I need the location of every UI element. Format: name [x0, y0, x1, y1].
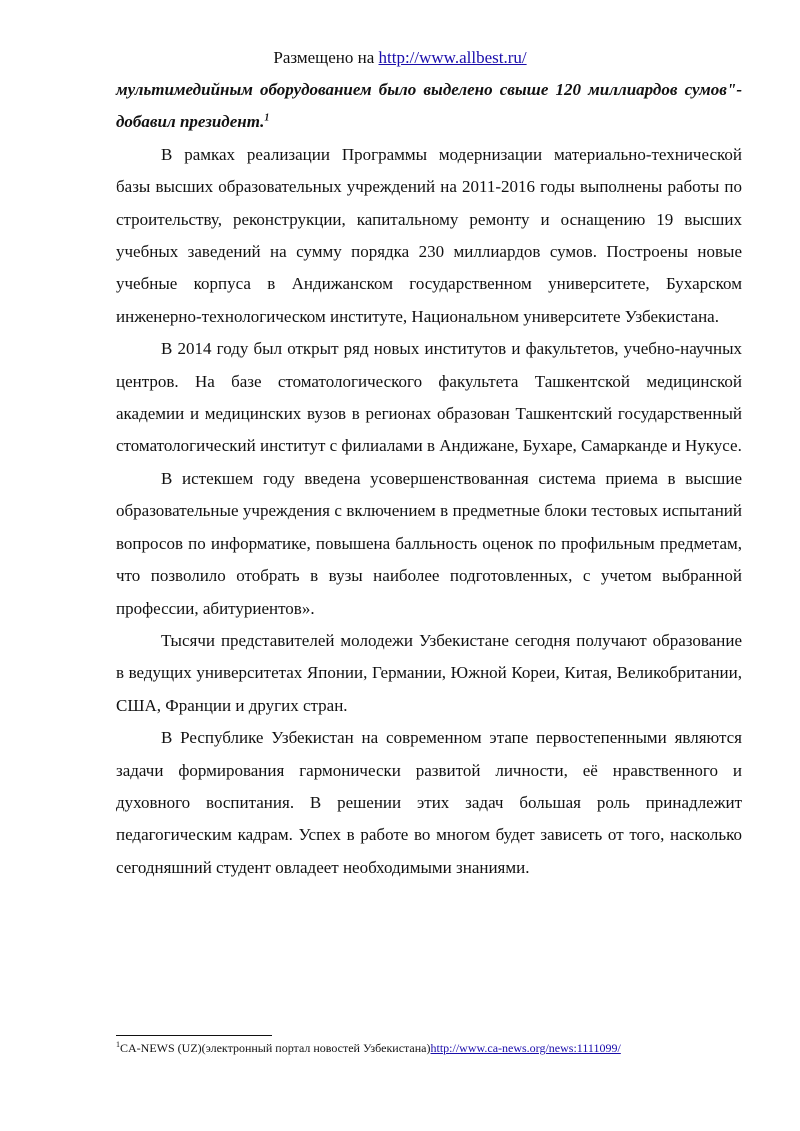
header-prefix: Размещено на — [273, 48, 379, 67]
paragraph-study-abroad: Тысячи представителей молодежи Узбекистане сегодня получают образование в ведущих университетах Японии, Германии, Южной Кореи, Китая, Великобритании, США, Франции и других стран. — [116, 630, 742, 715]
footnote-text: CA-NEWS (UZ)(электронный портал новостей Узбекистана) — [120, 1041, 431, 1055]
lead-quote — [116, 74, 742, 139]
ca-news-link[interactable]: http://www.ca-news.org/news:1111099/ — [430, 1041, 621, 1055]
lead-line-1: мультимедийным оборудованием было выделено свыше 120 миллиардов — [116, 80, 678, 99]
document-body — [116, 74, 742, 884]
footnote-reference[interactable]: 1 — [264, 112, 270, 124]
footnote-separator — [116, 1035, 272, 1036]
paragraph-new-institutes: В 2014 году был открыт ряд новых институтов и факультетов, учебно-научных центров. На базе стоматологического факультета Ташкентской медицинской академии и медицинских вузов в регионах образован Ташкентский государственный стоматологический институт с филиалами в Андижане, Бухаре, Самарканде и Нукусе. — [116, 339, 742, 456]
footnote — [116, 1040, 756, 1056]
page-header — [0, 47, 800, 69]
paragraph-personality-education: В Республике Узбекистан на современном этапе первостепенными являются задачи формирования гармонически развитой личности, её нравственного и духовного воспитания. В решении этих задач большая роль принадлежит педагогическим кадрам. Успех в работе во многом будет зависеть от того, насколько сегодняшний студент овладеет необходимыми знаниями. — [116, 728, 742, 877]
paragraph-modernization: В рамках реализации Программы модернизации материально-технической базы высших образовательных учреждений на 2011-2016 годы выполнены работы по строительству, реконструкции, капитальному ремонту и оснащению 19 высших учебных заведений на сумму порядка 230 миллиардов сумов. Построены новые учебные корпуса в Андижанском государственном университете, Бухарском инженерно-технологическом институте, Национальном университете Узбекистана. — [116, 144, 742, 326]
lead-line-2: сумов"- добавил президент. — [116, 80, 742, 132]
footnote-mark: 1 — [116, 1040, 120, 1049]
paragraph-admission-system: В истекшем году введена усовершенствованная система приема в высшие образовательные учреждения с включением в предметные блоки тестовых испытаний вопросов по информатике, повышена балльность оценок по профильным предметам, что позволило отобрать в вузы наиболее подготовленных, с учетом выбранной профессии, абитуриентов». — [116, 468, 742, 618]
allbest-link[interactable]: http://www.allbest.ru/ — [378, 48, 527, 67]
